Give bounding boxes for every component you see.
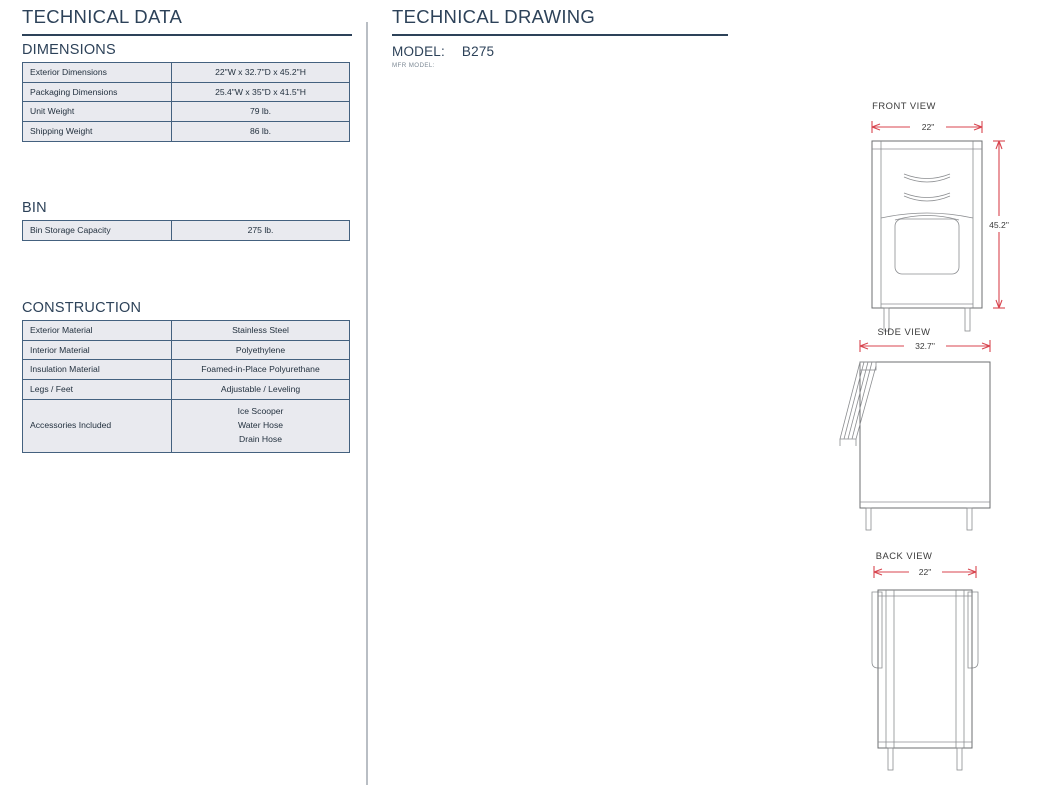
section-dimensions <box>22 42 350 142</box>
row-label: Packaging Dimensions <box>23 82 172 102</box>
front-cabinet-outline <box>872 141 982 308</box>
page-title-technical-drawing: TECHNICAL DRAWING <box>392 6 596 27</box>
row-value: 86 lb. <box>172 122 350 142</box>
side-legs <box>866 508 972 530</box>
row-value: Stainless Steel <box>172 321 350 341</box>
accessory-item: Drain Hose <box>239 433 282 444</box>
model-value: B275 <box>461 44 495 59</box>
table-row <box>23 221 350 241</box>
title-rule <box>22 34 352 36</box>
page-title-technical-data: TECHNICAL DATA <box>22 6 183 27</box>
view-title-back: BACK VIEW <box>875 550 933 561</box>
table-row <box>23 82 350 102</box>
row-label: Legs / Feet <box>23 380 172 400</box>
row-value: Polyethylene <box>172 340 350 360</box>
technical-drawing-panel <box>368 0 1009 798</box>
front-width-dimension <box>872 119 982 134</box>
front-width-value: 22" <box>921 122 935 132</box>
section-construction <box>22 300 350 453</box>
back-view-drawing <box>764 550 1044 780</box>
row-value: 22"W x 32.7"D x 45.2"H <box>172 63 350 83</box>
model-row <box>392 44 494 59</box>
row-label: Exterior Dimensions <box>23 63 172 83</box>
accessory-item: Ice Scooper <box>237 405 284 416</box>
table-row <box>23 380 350 400</box>
table-row-accessories <box>23 399 350 452</box>
back-width-value: 22" <box>918 567 932 577</box>
back-legs <box>888 748 962 770</box>
construction-table <box>22 320 350 453</box>
row-label: Shipping Weight <box>23 122 172 142</box>
row-label: Insulation Material <box>23 360 172 380</box>
table-row <box>23 321 350 341</box>
row-value: 25.4"W x 35"D x 41.5"H <box>172 82 350 102</box>
row-value: 275 lb. <box>172 221 350 241</box>
front-height-value: 45.2" <box>989 220 1009 230</box>
front-bin-opening <box>881 213 973 274</box>
bin-table <box>22 220 350 241</box>
title-rule <box>392 34 728 36</box>
side-width-dimension <box>860 338 990 353</box>
table-row <box>23 102 350 122</box>
technical-data-header <box>22 6 352 36</box>
back-width-dimension <box>874 564 976 579</box>
side-view-drawing <box>764 326 1044 536</box>
view-title-side: SIDE VIEW <box>877 326 931 337</box>
front-view-drawing <box>764 100 1044 315</box>
model-label: MODEL: <box>392 44 445 59</box>
row-value-accessories <box>172 399 350 452</box>
front-vent-slots <box>904 174 950 201</box>
front-height-dimension <box>986 141 1013 308</box>
row-label: Bin Storage Capacity <box>23 221 172 241</box>
table-row <box>23 360 350 380</box>
row-label: Exterior Material <box>23 321 172 341</box>
table-row <box>23 340 350 360</box>
section-title-construction: CONSTRUCTION <box>22 300 142 316</box>
side-cabinet-outline <box>860 362 990 508</box>
table-row <box>23 63 350 83</box>
technical-data-panel <box>0 0 366 798</box>
accessory-item: Water Hose <box>237 419 284 430</box>
mfr-model-label: MFR MODEL: <box>392 62 435 69</box>
section-title-bin: BIN <box>22 200 47 216</box>
side-width-value: 32.7" <box>915 341 935 351</box>
view-title-front: FRONT VIEW <box>872 100 936 111</box>
dimensions-table <box>22 62 350 142</box>
section-title-dimensions: DIMENSIONS <box>22 42 116 58</box>
row-label: Interior Material <box>23 340 172 360</box>
technical-drawing-header <box>392 6 728 36</box>
section-bin <box>22 200 350 241</box>
row-label: Accessories Included <box>23 399 172 452</box>
back-side-tabs <box>872 592 978 668</box>
model-block <box>392 44 494 69</box>
row-value: Foamed-in-Place Polyurethane <box>172 360 350 380</box>
back-cabinet-outline <box>878 590 972 748</box>
row-label: Unit Weight <box>23 102 172 122</box>
side-angled-door <box>840 362 876 446</box>
table-row <box>23 122 350 142</box>
row-value: Adjustable / Leveling <box>172 380 350 400</box>
row-value: 79 lb. <box>172 102 350 122</box>
